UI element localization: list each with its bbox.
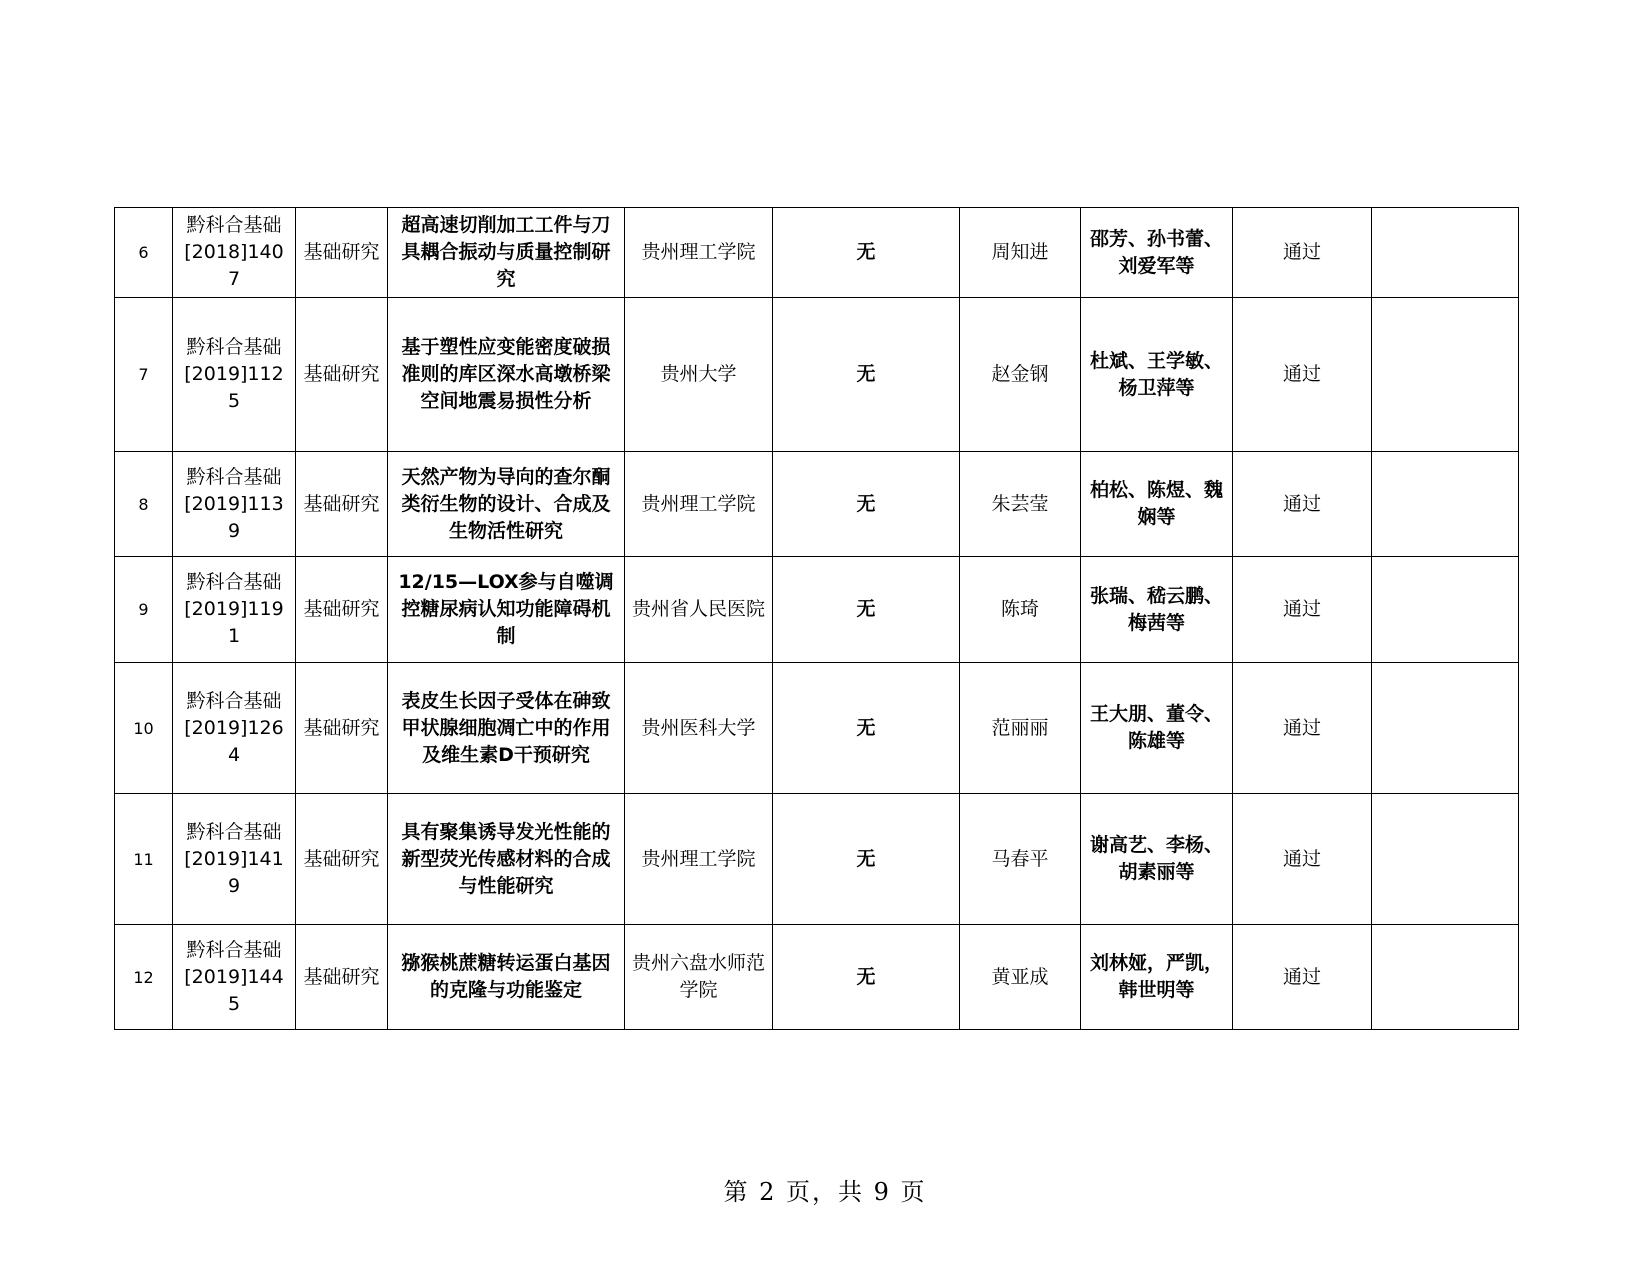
table-row: [115, 794, 1519, 925]
project-number: 黔科合基础[2019]1445: [173, 925, 296, 1030]
row-number: 8: [115, 452, 173, 557]
table-row: [115, 298, 1519, 452]
project-title: 具有聚集诱导发光性能的新型荧光传感材料的合成与性能研究: [388, 794, 625, 925]
remark: [1372, 925, 1519, 1030]
project-number: 黔科合基础[2019]1125: [173, 298, 296, 452]
remark: [1372, 208, 1519, 298]
project-number: 黔科合基础[2018]1407: [173, 208, 296, 298]
project-title: 基于塑性应变能密度破损准则的库区深水高墩桥梁空间地震易损性分析: [388, 298, 625, 452]
project-members: 杜斌、王学敏、杨卫萍等: [1081, 298, 1233, 452]
page-number-footer: 第 2 页，共 9 页: [723, 1178, 927, 1206]
project-leader: 周知进: [960, 208, 1081, 298]
row-number: 11: [115, 794, 173, 925]
review-result: 通过: [1233, 794, 1372, 925]
table-row: [115, 663, 1519, 794]
project-leader: 赵金钢: [960, 298, 1081, 452]
project-category: 基础研究: [296, 452, 388, 557]
remark: [1372, 452, 1519, 557]
project-title: 超高速切削加工工件与刀具耦合振动与质量控制研究: [388, 208, 625, 298]
row-number: 12: [115, 925, 173, 1030]
project-title: 天然产物为导向的查尔酮类衍生物的设计、合成及生物活性研究: [388, 452, 625, 557]
row-number: 6: [115, 208, 173, 298]
institution: 贵州大学: [625, 298, 773, 452]
project-number: 黔科合基础[2019]1264: [173, 663, 296, 794]
review-result: 通过: [1233, 298, 1372, 452]
related-info: 无: [773, 794, 960, 925]
related-info: 无: [773, 298, 960, 452]
table-row: [115, 557, 1519, 663]
review-result: 通过: [1233, 925, 1372, 1030]
project-members: 谢高艺、李杨、胡素丽等: [1081, 794, 1233, 925]
institution: 贵州理工学院: [625, 208, 773, 298]
remark: [1372, 794, 1519, 925]
related-info: 无: [773, 557, 960, 663]
project-category: 基础研究: [296, 663, 388, 794]
table-row: [115, 925, 1519, 1030]
related-info: 无: [773, 663, 960, 794]
project-leader: 朱芸莹: [960, 452, 1081, 557]
review-result: 通过: [1233, 208, 1372, 298]
project-number: 黔科合基础[2019]1139: [173, 452, 296, 557]
project-members: 张瑞、嵇云鹏、梅茜等: [1081, 557, 1233, 663]
project-category: 基础研究: [296, 794, 388, 925]
related-info: 无: [773, 452, 960, 557]
project-category: 基础研究: [296, 298, 388, 452]
related-info: 无: [773, 208, 960, 298]
row-number: 9: [115, 557, 173, 663]
institution: 贵州理工学院: [625, 794, 773, 925]
table-row: [115, 208, 1519, 298]
project-category: 基础研究: [296, 208, 388, 298]
project-number: 黔科合基础[2019]1419: [173, 794, 296, 925]
project-title: 12/15—LOX参与自噬调控糖尿病认知功能障碍机制: [388, 557, 625, 663]
project-number: 黔科合基础[2019]1191: [173, 557, 296, 663]
review-result: 通过: [1233, 557, 1372, 663]
institution: 贵州医科大学: [625, 663, 773, 794]
remark: [1372, 663, 1519, 794]
project-leader: 陈琦: [960, 557, 1081, 663]
row-number: 7: [115, 298, 173, 452]
project-table: [114, 207, 1519, 1030]
row-number: 10: [115, 663, 173, 794]
related-info: 无: [773, 925, 960, 1030]
project-category: 基础研究: [296, 925, 388, 1030]
review-result: 通过: [1233, 452, 1372, 557]
project-category: 基础研究: [296, 557, 388, 663]
project-leader: 马春平: [960, 794, 1081, 925]
table-row: [115, 452, 1519, 557]
project-members: 柏松、陈煜、魏娴等: [1081, 452, 1233, 557]
project-members: 刘林娅，严凯，韩世明等: [1081, 925, 1233, 1030]
project-title: 猕猴桃蔗糖转运蛋白基因的克隆与功能鉴定: [388, 925, 625, 1030]
institution: 贵州理工学院: [625, 452, 773, 557]
project-members: 邵芳、孙书蕾、刘爱军等: [1081, 208, 1233, 298]
remark: [1372, 557, 1519, 663]
remark: [1372, 298, 1519, 452]
institution: 贵州六盘水师范学院: [625, 925, 773, 1030]
project-title: 表皮生长因子受体在砷致甲状腺细胞凋亡中的作用及维生素D干预研究: [388, 663, 625, 794]
project-leader: 范丽丽: [960, 663, 1081, 794]
project-members: 王大朋、董令、陈雄等: [1081, 663, 1233, 794]
project-leader: 黄亚成: [960, 925, 1081, 1030]
review-result: 通过: [1233, 663, 1372, 794]
institution: 贵州省人民医院: [625, 557, 773, 663]
